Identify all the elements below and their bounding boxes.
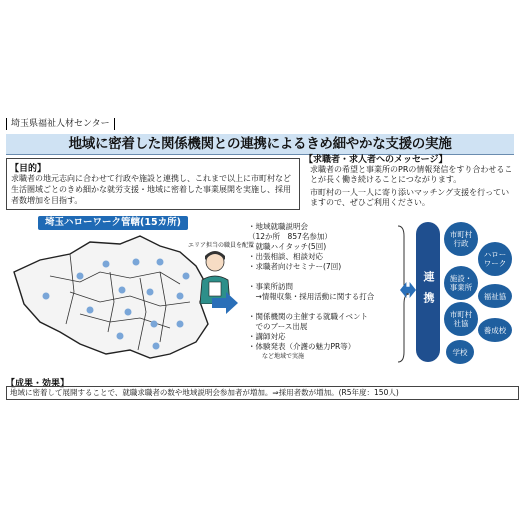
activity-item: ・出張相談、相談対応 [248,252,323,261]
activity-item [248,302,398,312]
message-paragraph-1: 求職者の希望と事業所のPRの情報発信をすり合わせることが長く働き続けることにつながります。 [310,165,513,184]
partner-hellowork: ハロー ワーク [478,242,512,276]
activity-item: ・講師対応 [248,332,286,341]
partner-facilities: 施設・ 事業所 [444,266,478,300]
renkei-bar: 連携 [416,222,440,362]
message-heading: 【求職者・求人者へのメッセージ】 [304,155,448,165]
page-title: 地域に密着した関係機関との連携によるきめ細やかな支援の実施 [6,134,514,155]
purpose-body: 求職者の地元志向に合わせて行政や施設と連携し、これまで以上に市町村など生活圏域ごとのきめ細かな就労支援・地域に密着した事業展開を実施し、採用者数増加を目指す。 [11,174,291,205]
area-staff-label: エリア担当の職員を配置 [188,242,255,249]
saitama-map-illustration [10,232,210,362]
activity-item: ・事業所訪問 [248,282,293,291]
partner-school: 学校 [446,340,474,364]
message-paragraph-2: 市町村の一人一人に寄り添いマッチング支援を行っていますので、ぜひご利用ください。 [310,188,510,207]
activity-item: ・地域就職説明会 [248,222,308,231]
activity-item [248,272,398,282]
right-arrow-icon [212,292,238,314]
activity-item: ・体験発表（介護の魅力PR等） [248,342,356,351]
partner-municipal-council: 市町村 社協 [444,302,478,336]
message-box [304,152,514,208]
activity-item: ・就職ハイタッチ(5回) [248,242,327,251]
activity-note: など地域で実施 [262,353,305,360]
results-heading: 【成果・効果】 [6,379,70,389]
activity-item: ・求職者向けセミナー(7回) [248,262,342,271]
purpose-heading: 【目的】 [10,164,47,174]
activity-list [248,222,398,362]
double-arrow-icon [400,274,416,306]
partner-municipal-admin: 市町村 行政 [444,222,478,256]
org-name: 埼玉県福祉人材センター [6,118,115,130]
purpose-box [6,158,300,210]
activity-item: →情報収集・採用活動に関する打合 [248,292,375,301]
activity-item: ・関係機関の主催する就職イベント [248,312,368,321]
message-body [310,165,514,211]
hellowork-banner: 埼玉ハローワーク管轄(15カ所) [38,216,188,230]
partner-welfare-council: 福祉協 [478,284,512,308]
results-body: 地域に密着して展開することで、就職求職者の数や地域説明会参加者が増加。⇒採用者数が増加。(R5年度：150人) [6,386,519,400]
partner-training-school: 養成校 [478,318,512,342]
activity-item: （12か所 857名参加） [248,232,332,241]
activity-item: でのブース出展 [248,322,308,331]
